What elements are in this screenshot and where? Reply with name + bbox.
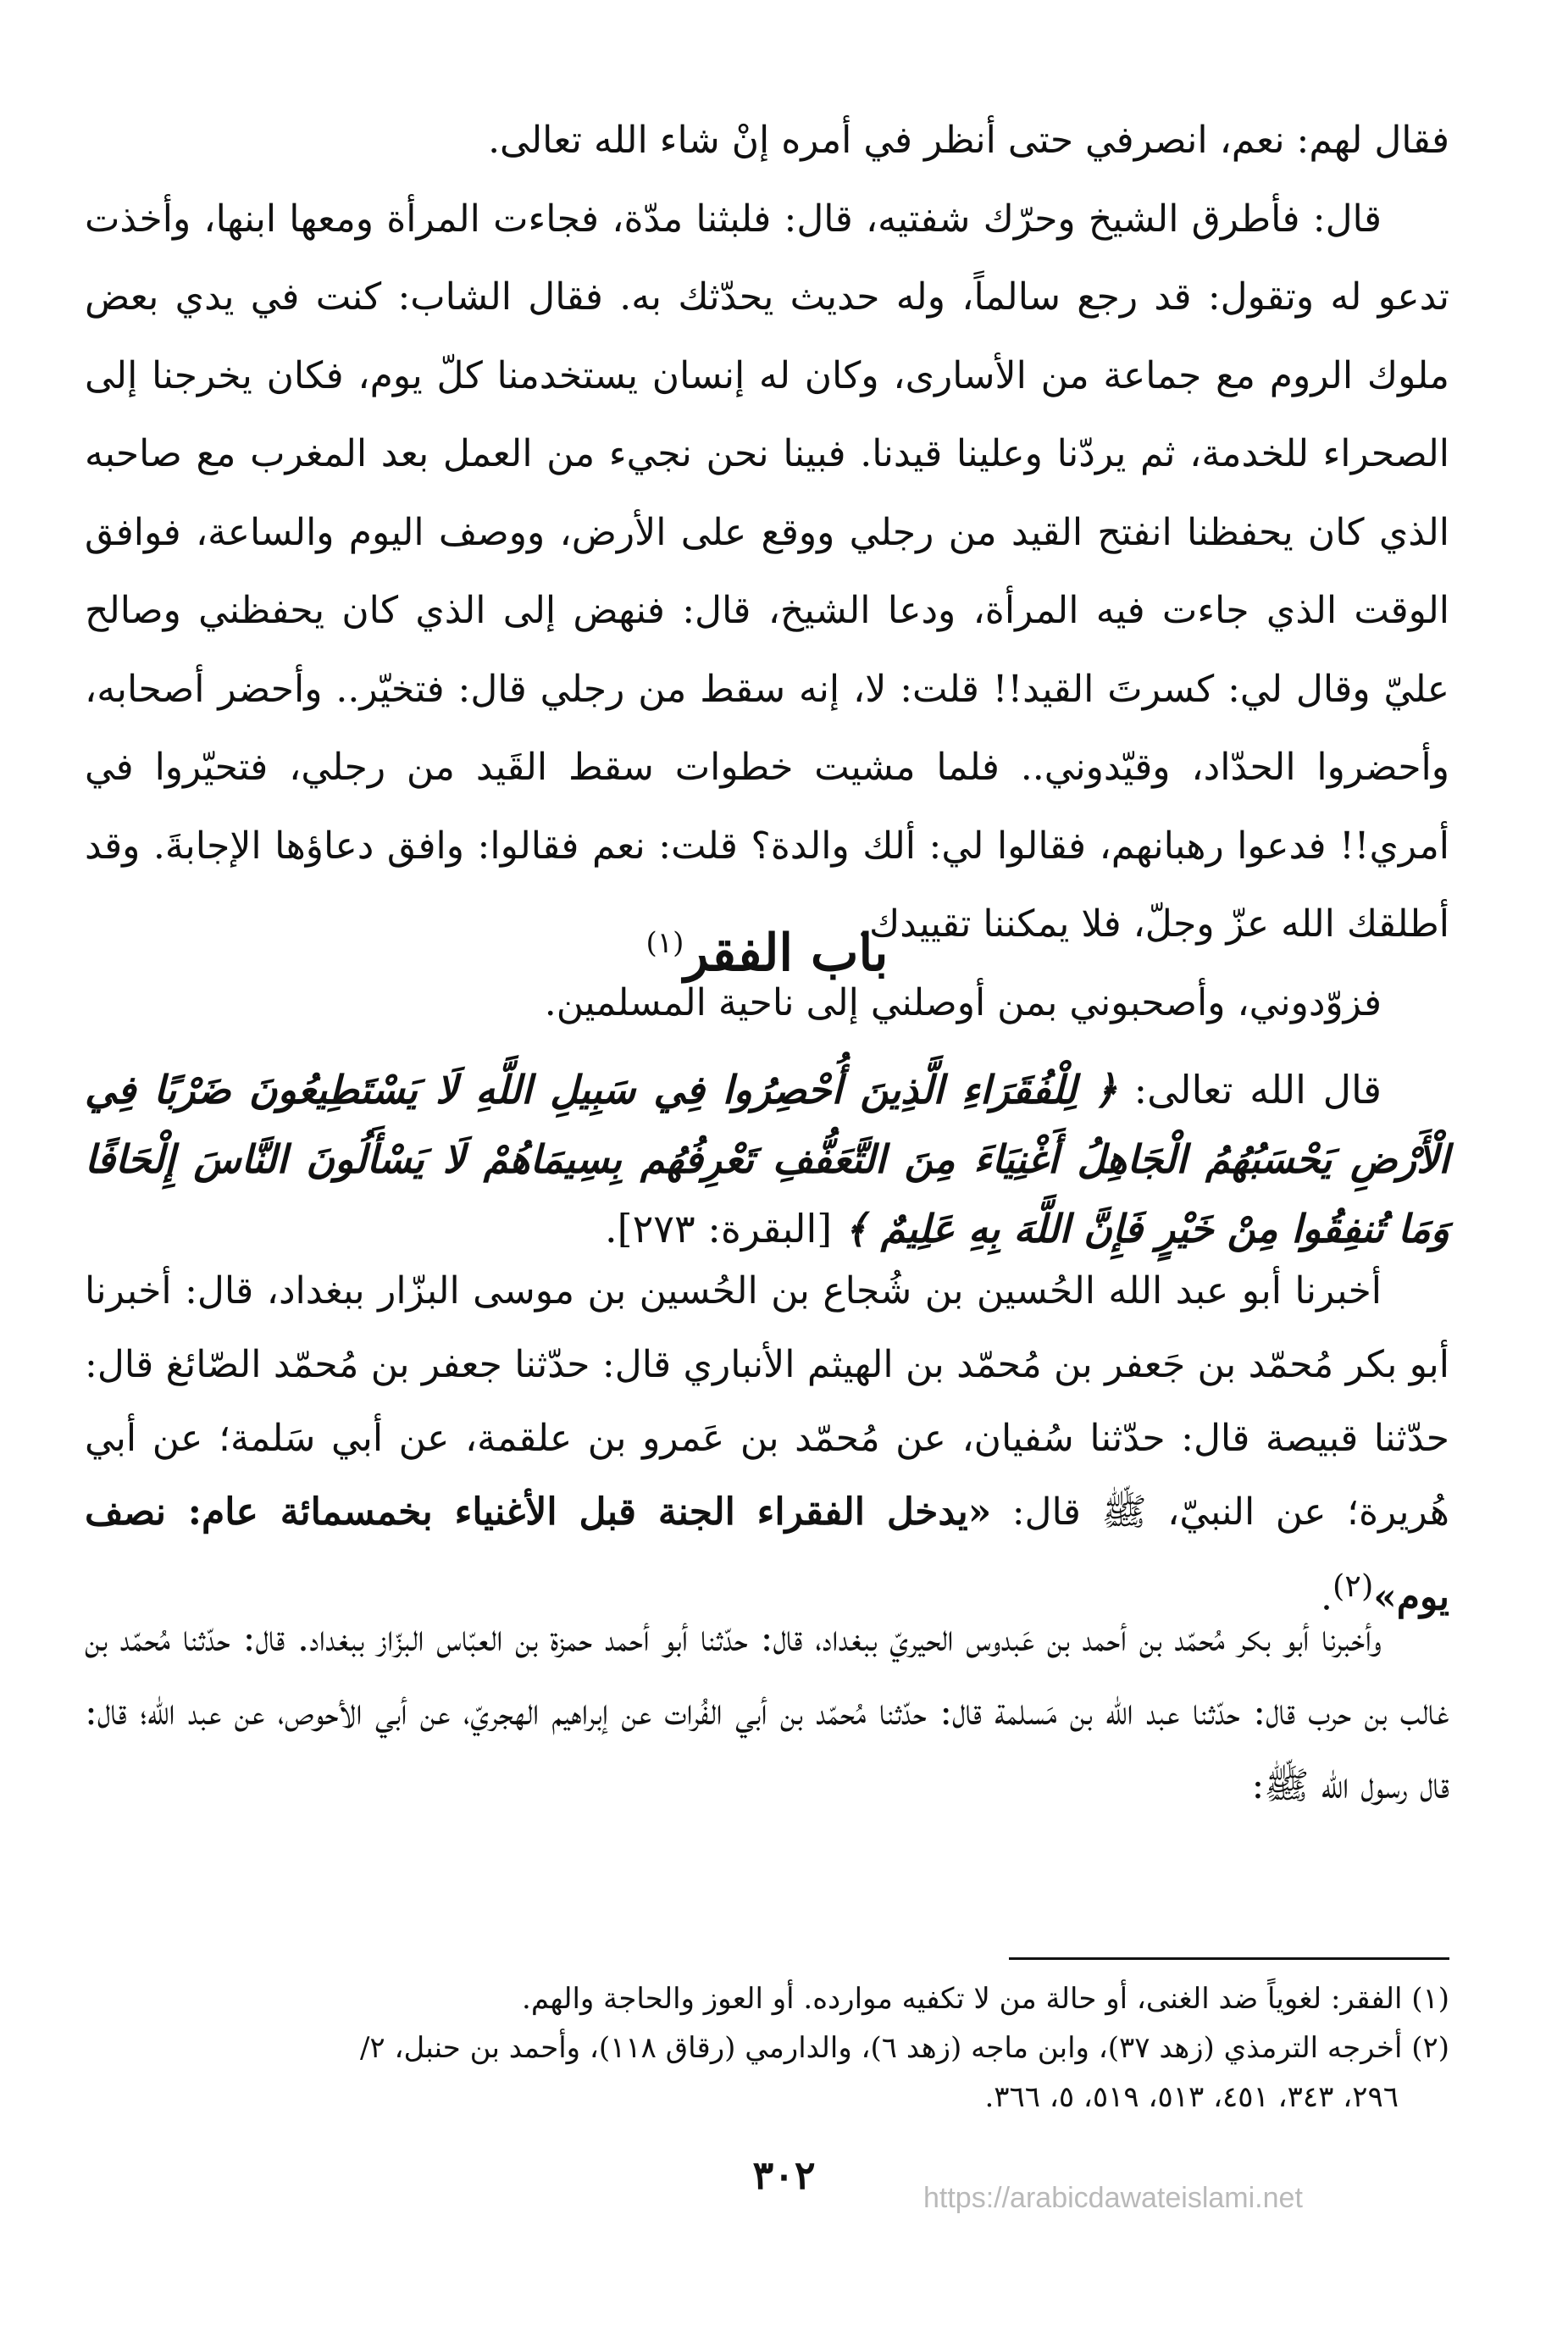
hadith-paragraph-2 bbox=[85, 1601, 1449, 1823]
paragraph-2: قال: فأطرق الشيخ وحرّك شفتيه، قال: فلبثنا مدّة، فجاءت المرأة ومعها ابنها، وأخذت تدعو له وتقول: قد رجع سالماً، وله حديث يحدّثك به. فقال الشاب: كنت في يدي بعض ملوك الروم مع جماعة من الأسارى، وكان له إنسان يستخدمنا كلّ يوم، فكان يخرجنا إلى الصحراء للخدمة، ثم يردّنا وعلينا قيدنا. فبينا نحن نجيء من العمل بعد المغرب مع صاحبه الذي كان يحفظنا انفتح القيد من رجلي ووقع على الأرض، ووصف اليوم والساعة، فوافق الوقت الذي جاءت فيه المرأة، ودعا الشيخ، قال: فنهض إلى الذي كان يحفظني وصالح عليّ وقال لي: كسرتَ القيد!! قلت: لا، إنه سقط من رجلي قال: فتخيّر.. وأحضر أصحابه، وأحضروا الحدّاد، وقيّدوني.. فلما مشيت خطوات سقط القَيد من رجلي، فتحيّروا في أمري!! فدعوا رهبانهم، فقالوا لي: ألك والدة؟ قلت: نعم فقالوا: وافق دعاؤها الإجابةَ. وقد أطلقك الله عزّ وجلّ، فلا يمكننا تقييدك. bbox=[85, 197, 1449, 946]
section-title-text: باب الفقر bbox=[684, 924, 889, 983]
section-title-footnote-ref: (١) bbox=[645, 926, 684, 960]
hadith-2-chain: وأخبرنا أبو بكر مُحمّد بن أحمد بن عَبدوس الحيريّ ببغداد، قال: حدّثنا أبو أحمد حمزة بن العبّاس البزّاز ببغداد. قال: حدّثنا مُحمّد بن غالب بن حرب قال: حدّثنا عبد الله بن مَسلمة قال: حدّثنا مُحمّد بن أبي الفُرات عن إبراهيم الهجريّ، عن أبي الأحوص، عن عبد الله؛ قال: قال رسول الله ﷺ: bbox=[85, 1617, 1449, 1807]
hadith-paragraph-1 bbox=[85, 1254, 1449, 1634]
quran-reference: [البقرة: ٢٧٣]. bbox=[605, 1206, 845, 1252]
footnote-2-continuation: ٢٩٦، ٣٤٣، ٤٥١، ٥١٣، ٥١٩، ٥، ٣٦٦. bbox=[984, 2080, 1399, 2114]
page-number: ٣٠٢ bbox=[752, 2152, 816, 2198]
footnotes bbox=[85, 1974, 1449, 2122]
hadith-1-footnote-ref: (٢) bbox=[1332, 1568, 1374, 1604]
hadith-1-chain: أخبرنا أبو عبد الله الحُسين بن شُجاع بن الحُسين بن موسى البزّار ببغداد، قال: أخبرنا أبو بكر مُحمّد بن جَعفر بن مُحمّد بن الهيثم الأنباري قال: حدّثنا جعفر بن مُحمّد الصّائغ قال: حدّثنا قبيصة قال: حدّثنا سُفيان، عن مُحمّد بن عَمرو بن علقمة، عن أبي سَلمة؛ عن أبي هُريرة؛ عن النبيّ، ﷺ قال: bbox=[85, 1269, 1449, 1534]
quran-intro: قال الله تعالى: bbox=[1116, 1067, 1382, 1113]
section-title bbox=[85, 924, 1449, 983]
footnote-separator bbox=[1009, 1957, 1449, 1960]
footnote-1: (١) الفقر: لغوياً ضد الغنى، أو حالة من لا تكفيه موارده. أو العوز والحاجة والهم. bbox=[522, 1982, 1449, 2016]
quran-verse: ﴿ لِلْفُقَرَاءِ الَّذِينَ أُحْصِرُوا فِي سَبِيلِ اللَّهِ لَا يَسْتَطِيعُونَ ضَرْبًا فِي الْأَرْضِ يَحْسَبُهُمُ الْجَاهِلُ أَغْنِيَاءَ مِنَ التَّعَفُّفِ تَعْرِفُهُم بِسِيمَاهُمْ لَا يَسْأَلُونَ النَّاسَ إِلْحَافًا وَمَا تُنفِقُوا مِنْ خَيْرٍ فَإِنَّ اللَّهَ بِهِ عَلِيمٌ ﴾ bbox=[85, 1067, 1449, 1252]
hadith-1-text: «يدخل الفقراء الجنة قبل الأغنياء بخمسمائة عام: نصف يوم» bbox=[85, 1490, 1449, 1619]
hadith-1-end: . bbox=[1320, 1575, 1333, 1619]
paragraph-1: فقال لهم: نعم، انصرفي حتى أنظر في أمره إنْ شاء الله تعالى. bbox=[488, 119, 1449, 162]
paragraph-3: فزوّدوني، وأصحبوني بمن أوصلني إلى ناحية المسلمين. bbox=[544, 980, 1382, 1024]
watermark-url: https://arabicdawateislami.net bbox=[923, 2182, 1303, 2214]
quran-paragraph bbox=[85, 1055, 1449, 1263]
footnote-2: (٢) أخرجه الترمذي (زهد ٣٧)، وابن ماجه (زهد ٦)، والدارمي (رقاق ١١٨)، وأحمد بن حنبل، ٢/ bbox=[359, 2031, 1449, 2065]
narrative-text bbox=[85, 102, 1449, 1042]
